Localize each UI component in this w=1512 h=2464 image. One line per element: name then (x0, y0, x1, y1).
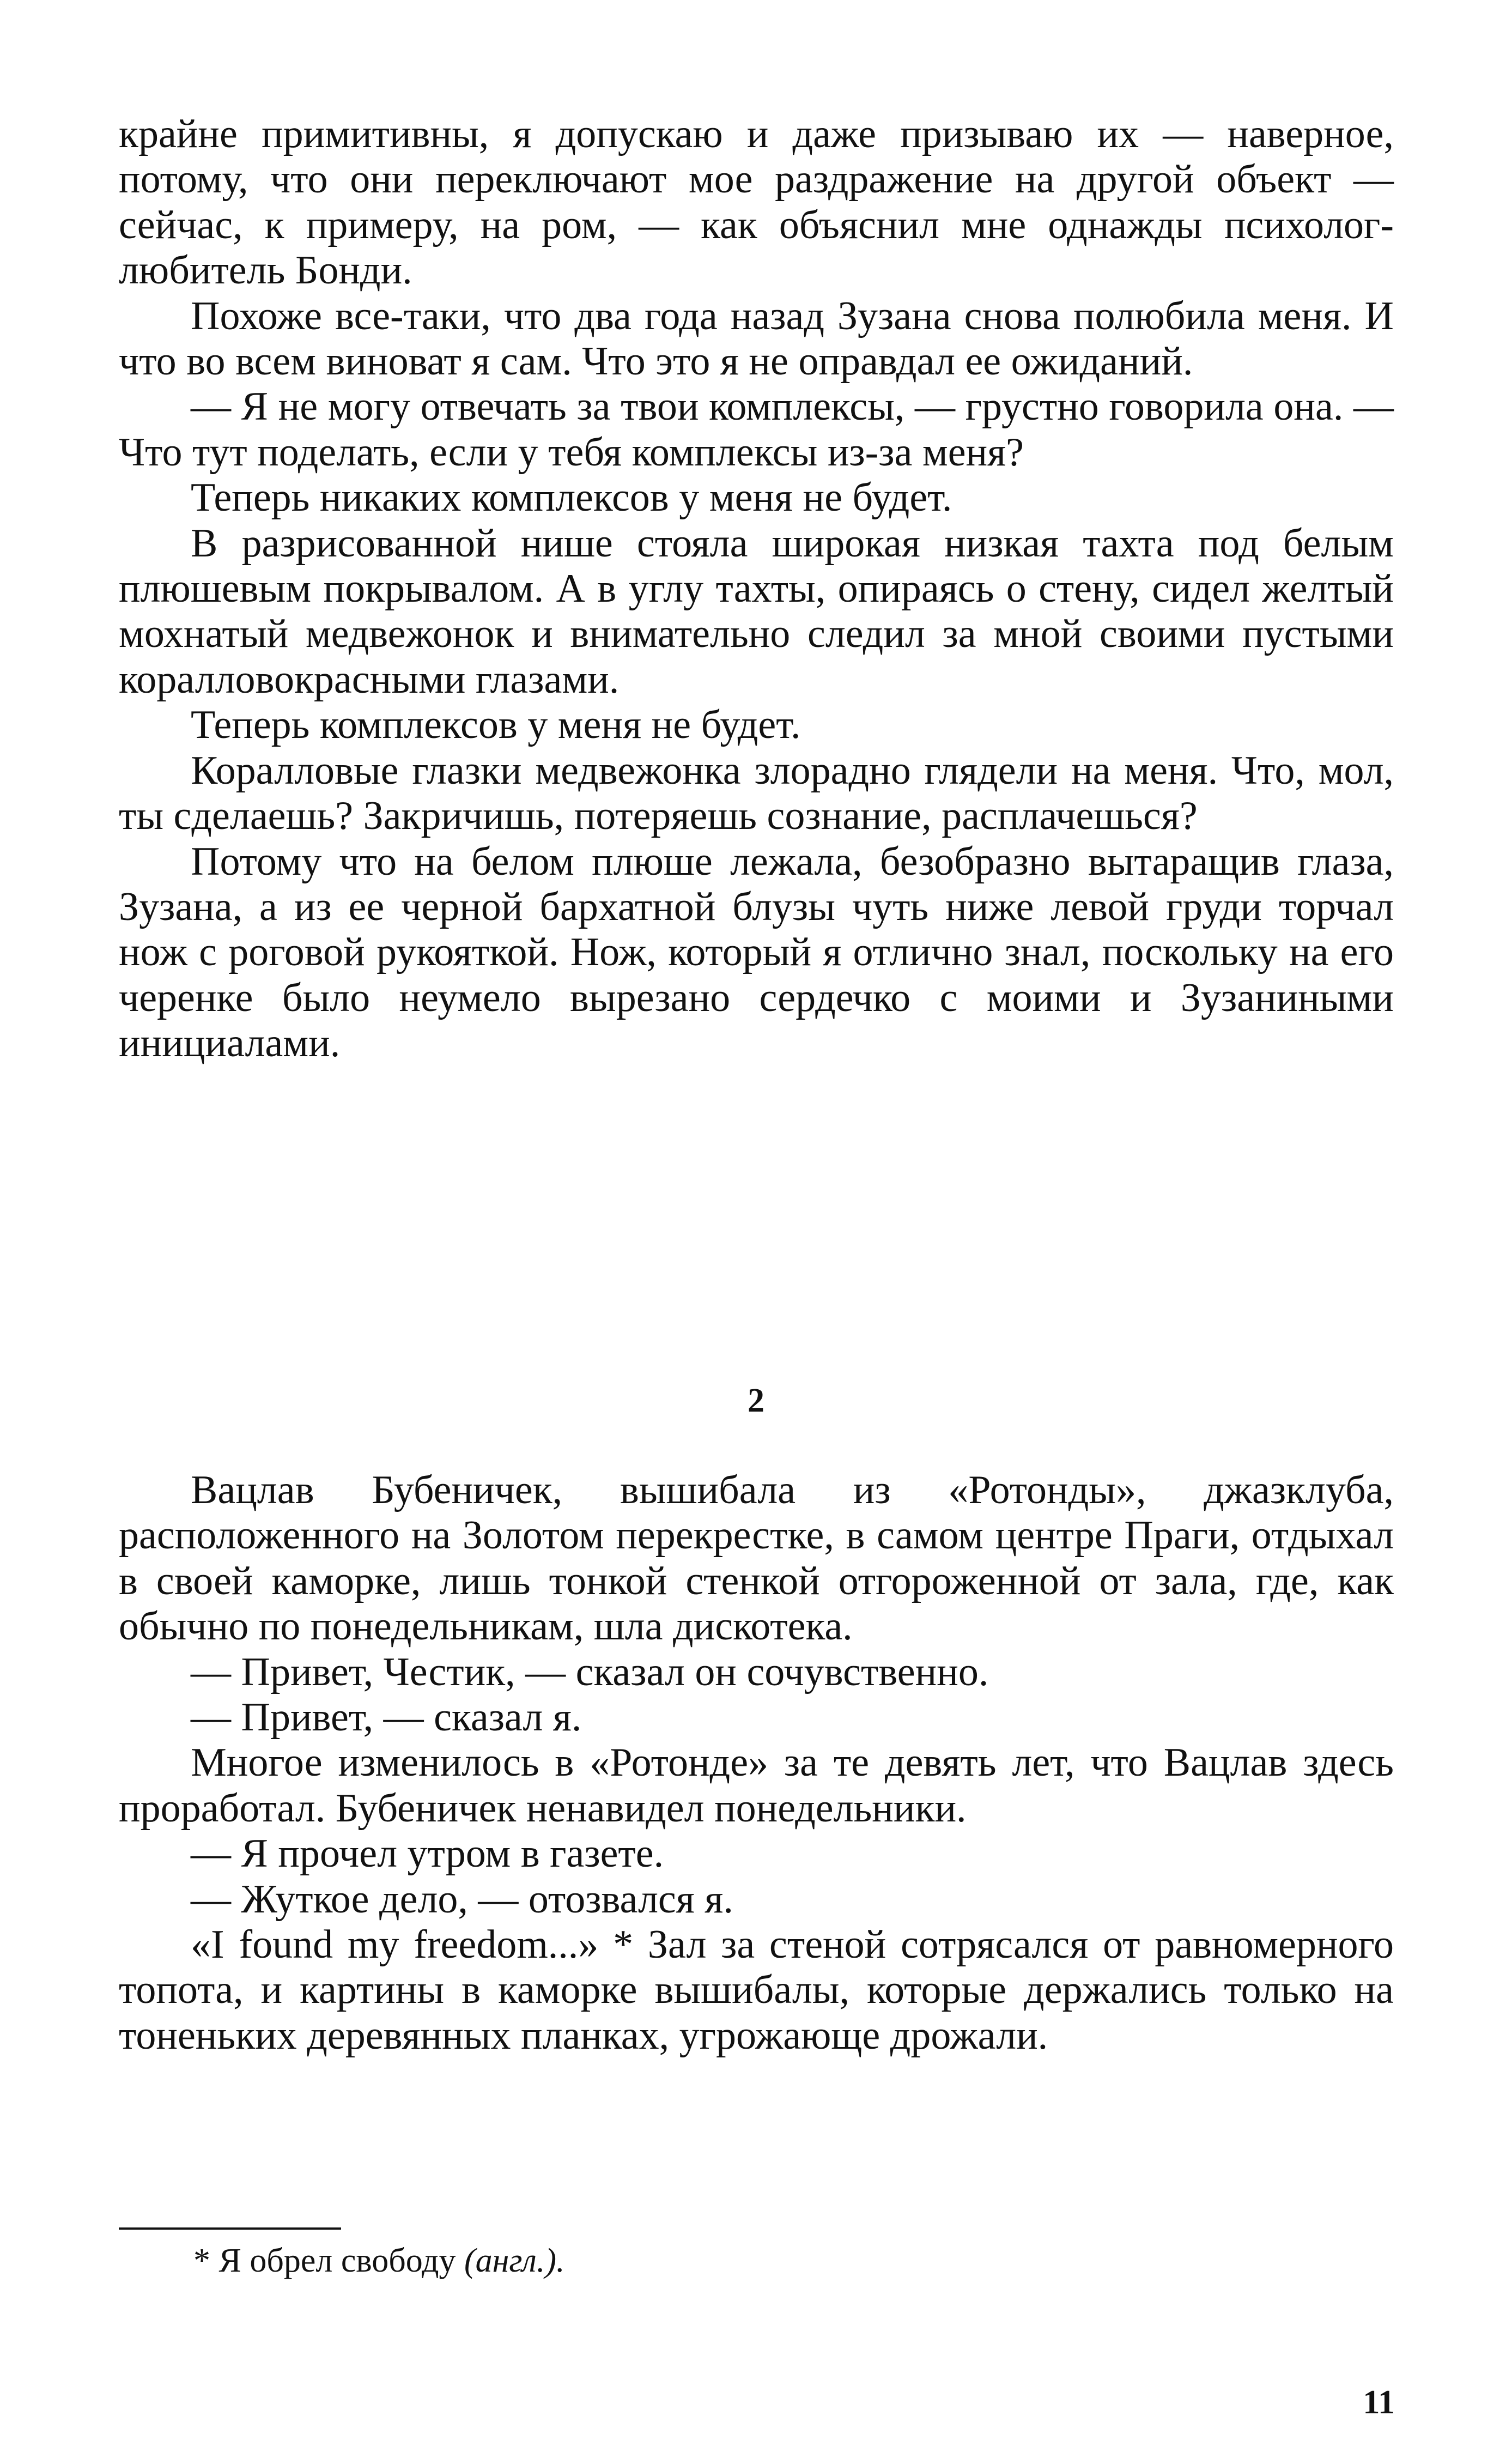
paragraph: Многое изменилось в «Ротонде» за те девять лет, что Вацлав здесь проработал. Бубеничек ненавидел понедельники. (119, 1740, 1394, 1831)
section-number: 2 (748, 1382, 764, 1419)
paragraph: Потому что на белом плюше лежала, безобразно вытаращив глаза, Зузана, а из ее черной бархатной блузы чуть ниже левой груди торчал нож с роговой рукояткой. Нож, который я отлично знал, поскольку на его черенке было неумело вырезано сердечко с моими и Зузаниными инициалами. (119, 839, 1394, 1066)
section-1-text (119, 112, 1394, 1067)
footnote (193, 2242, 565, 2280)
paragraph: Коралловые глазки медвежонка злорадно глядели на меня. Что, мол, ты сделаешь? Закричишь, потеряешь сознание, расплачешься? (119, 748, 1394, 839)
paragraph: Вацлав Бубеничек, вышибала из «Ротонды», джазклуба, расположенного на Золотом перекрестке, в самом центре Праги, отдыхал в своей каморке, лишь тонкой стенкой отгороженной от зала, где, как обычно по понедельникам, шла дискотека. (119, 1468, 1394, 1649)
paragraph: — Привет, Честик, — сказал он сочувственно. (191, 1649, 989, 1694)
footnote-text: * Я обрел свободу (193, 2242, 456, 2279)
paragraph: «I found my freedom...» * Зал за стеной сотрясался от равномерного топота, и картины в каморке вышибалы, которые держались только на тоненьких деревянных планках, угрожающе дрожали. (119, 1922, 1394, 2058)
page-number: 11 (1363, 2384, 1395, 2421)
section-2-text (119, 1468, 1394, 2059)
paragraph: — Я прочел утром в газете. (191, 1831, 664, 1876)
paragraph: Похоже все-таки, что два года назад Зузана снова полюбила меня. И что во всем виноват я сам. Что это я не оправдал ее ожиданий. (119, 293, 1394, 384)
paragraph: Теперь никаких комплексов у меня не будет. (191, 475, 952, 520)
paragraph: В разрисованной нише стояла широкая низкая тахта под белым плюшевым покрывалом. А в углу тахты, опираясь о стену, сидел желтый мохнатый медвежонок и внимательно следил за мной своими пустыми коралловокрасными глазами. (119, 520, 1394, 702)
paragraph: — Привет, — сказал я. (191, 1695, 582, 1740)
paragraph: — Я не могу отвечать за твои комплексы, — грустно говорила она. — Что тут поделать, если у тебя комплексы из-за меня? (119, 384, 1394, 475)
paragraph: Теперь комплексов у меня не будет. (191, 703, 801, 748)
paragraph: — Жуткое дело, — отозвался я. (191, 1876, 733, 1922)
footnote-divider (119, 2227, 341, 2230)
footnote-language-note: (англ.). (464, 2242, 565, 2279)
paragraph: крайне примитивны, я допускаю и даже призываю их — наверное, потому, что они переключают мое раздражение на другой объект — сейчас, к примеру, на ром, — как объяснил мне однажды психолог-любитель Бонди. (119, 112, 1394, 293)
